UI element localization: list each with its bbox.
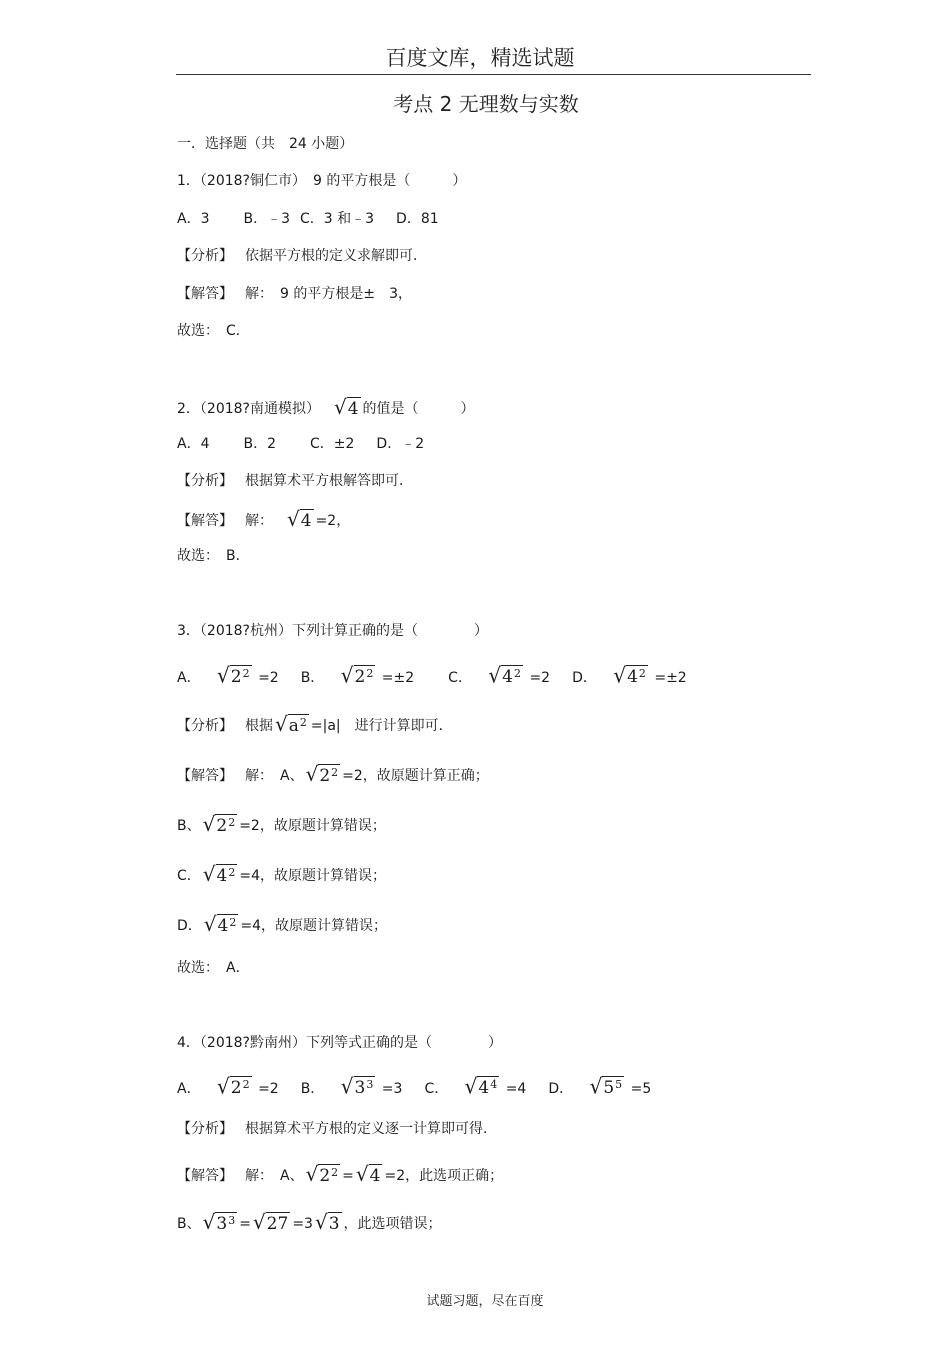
q4-solution: [177, 1163, 503, 1186]
q2-option-b: B．2: [243, 436, 276, 452]
q2-stem: [177, 396, 475, 419]
q1-choice: 故选： C．: [177, 323, 250, 339]
q3-solution-line-d: =4，故原题计算错误；: [240, 918, 387, 934]
q2-analysis: [177, 471, 413, 491]
sqrt-3-cubed: √3 3: [202, 1210, 236, 1234]
line-label: D．: [177, 918, 202, 934]
q3-analysis: [177, 713, 453, 736]
sqrt-2-squared: √ 2 2: [340, 662, 374, 688]
q3-choice: 故选： A．: [177, 960, 250, 976]
q4-b-eq1: =: [239, 1216, 251, 1232]
page-footer: 试题习题，尽在百度: [426, 1294, 544, 1309]
solution-tag: 【解答】: [177, 513, 233, 529]
q4-option-b: [301, 1075, 403, 1099]
sqrt-4: √4: [333, 395, 359, 419]
q3-solution-line-c: =4，故原题计算错误；: [239, 868, 386, 884]
line-label: B、: [177, 818, 201, 834]
option-rest: =3: [381, 1081, 403, 1097]
section-heading: 一．选择题（共 24 小题）: [177, 136, 354, 152]
sqrt-4-squared: √4 2: [202, 862, 236, 886]
line-label: C．: [177, 868, 201, 884]
q2-choice: 故选： B．: [177, 548, 250, 564]
q2-stem-suffix: 的值是（ ）: [362, 401, 475, 417]
q2-options: [177, 434, 424, 454]
q3-options: [177, 664, 687, 688]
q4-solution-suffix: =2，此选项正确；: [384, 1168, 504, 1184]
q3-option-a: [177, 664, 279, 688]
q4-solution-prefix: 解： A、: [245, 1168, 304, 1184]
solution-tag: 【解答】: [177, 1168, 233, 1184]
q4-solution-mid: =: [342, 1168, 354, 1184]
line-label: B、: [177, 1216, 201, 1232]
q1-option-b: B．﹣3: [243, 211, 290, 227]
analysis-tag: 【分析】: [177, 1121, 233, 1137]
sqrt-3: √3: [314, 1210, 340, 1234]
solution-tag: 【解答】: [177, 286, 233, 302]
q2-stem-prefix: 2．（2018?南通模拟）: [177, 401, 320, 417]
sqrt-2-squared: √ 2 2: [217, 662, 250, 688]
q2-solution-prefix: 解：: [245, 513, 273, 529]
q3-analysis-prefix: 根据: [245, 718, 273, 734]
option-rest: =±2: [381, 670, 415, 686]
q3-analysis-suffix: =|a| 进行计算即可．: [310, 718, 453, 734]
doc-title: 考点 2 无理数与实数: [393, 92, 579, 116]
option-rest: =±2: [654, 670, 687, 686]
q2-solution-suffix: =2，: [315, 513, 351, 529]
option-rest: =5: [630, 1081, 652, 1097]
q4-stem: 4．（2018?黔南州）下列等式正确的是（ ）: [177, 1035, 502, 1051]
analysis-tag: 【分析】: [177, 718, 233, 734]
q1-option-c: C．3 和﹣3: [300, 211, 375, 227]
q4-analysis: [177, 1119, 497, 1139]
option-label: B．: [300, 1081, 325, 1097]
sqrt-2-squared: √2 2: [305, 1162, 339, 1186]
header-title: 百度文库，精选试题: [385, 46, 575, 70]
q4-option-c: [424, 1075, 526, 1099]
sqrt-a-squared: √a 2: [275, 712, 307, 736]
q1-option-a: A．3: [177, 211, 210, 227]
q3-solution: [177, 763, 489, 786]
q4-b-eq2: =3: [292, 1216, 313, 1232]
q1-options: [177, 209, 439, 229]
sqrt-4-squared: √ 4 2: [488, 662, 521, 688]
q4-option-d: [548, 1075, 651, 1099]
q4-b-suffix: ，此选项错误；: [343, 1216, 442, 1232]
sqrt-4-squared: √4 2: [203, 912, 237, 936]
solution-tag: 【解答】: [177, 768, 233, 784]
q1-solution-text: 解： 9 的平方根是± 3，: [245, 286, 412, 302]
q3-solution-prefix: 解： A、: [245, 768, 304, 784]
q3-option-d: [572, 664, 687, 688]
option-rest: =2: [258, 670, 279, 686]
q3-solution-line-b: =2，故原题计算错误；: [239, 818, 386, 834]
q3-option-b: [301, 664, 414, 688]
option-label: C．: [448, 670, 472, 686]
q1-analysis: [177, 246, 427, 266]
sqrt-4: √4: [287, 507, 312, 531]
q3-solution-d: [177, 913, 387, 936]
q3-solution-c: [177, 863, 386, 886]
option-label: C．: [424, 1081, 449, 1097]
sqrt-2-squared: √ 2 2: [217, 1073, 250, 1099]
sqrt-27: √27: [252, 1210, 289, 1234]
q2-option-a: A．4: [177, 436, 210, 452]
option-rest: =4: [505, 1081, 527, 1097]
q1-solution: [177, 284, 412, 304]
option-rest: =2: [258, 1081, 279, 1097]
q4-option-a: [177, 1075, 279, 1099]
q3-solution-b: [177, 813, 386, 836]
sqrt-3-cubed: √ 3 3: [340, 1073, 374, 1099]
option-label: A．: [177, 670, 201, 686]
q1-stem: 1．（2018?铜仁市） 9 的平方根是（ ）: [177, 173, 467, 189]
option-label: D．: [572, 670, 597, 686]
sqrt-4: √4: [355, 1162, 381, 1186]
q4-solution-b: [177, 1211, 442, 1234]
option-rest: =2: [529, 670, 551, 686]
option-label: D．: [548, 1081, 574, 1097]
sqrt-5-fifth: √ 5 5: [589, 1073, 623, 1099]
q1-option-d: D．81: [396, 211, 439, 227]
q4-analysis-text: 根据算术平方根的定义逐一计算即可得．: [245, 1121, 497, 1137]
q3-option-c: [448, 664, 550, 688]
sqrt-4-fourth: √ 4 4: [464, 1073, 498, 1099]
q1-analysis-text: 依据平方根的定义求解即可．: [245, 248, 427, 264]
sqrt-4-squared: √ 4 2: [613, 662, 646, 688]
header-rule: [176, 74, 811, 75]
q2-option-c: C．±2: [310, 436, 355, 452]
q3-solution-line-a: =2，故原题计算正确；: [342, 768, 489, 784]
sqrt-2-squared: √2 2: [305, 762, 339, 786]
analysis-tag: 【分析】: [177, 248, 233, 264]
q4-options: [177, 1075, 651, 1099]
q3-stem: 3．（2018?杭州）下列计算正确的是（ ）: [177, 623, 488, 639]
q2-solution: [177, 508, 350, 531]
q2-analysis-text: 根据算术平方根解答即可．: [245, 473, 413, 489]
q2-option-d: D．﹣2: [376, 436, 425, 452]
option-label: A．: [177, 1081, 201, 1097]
option-label: B．: [300, 670, 325, 686]
analysis-tag: 【分析】: [177, 473, 233, 489]
sqrt-2-squared: √2 2: [202, 812, 236, 836]
